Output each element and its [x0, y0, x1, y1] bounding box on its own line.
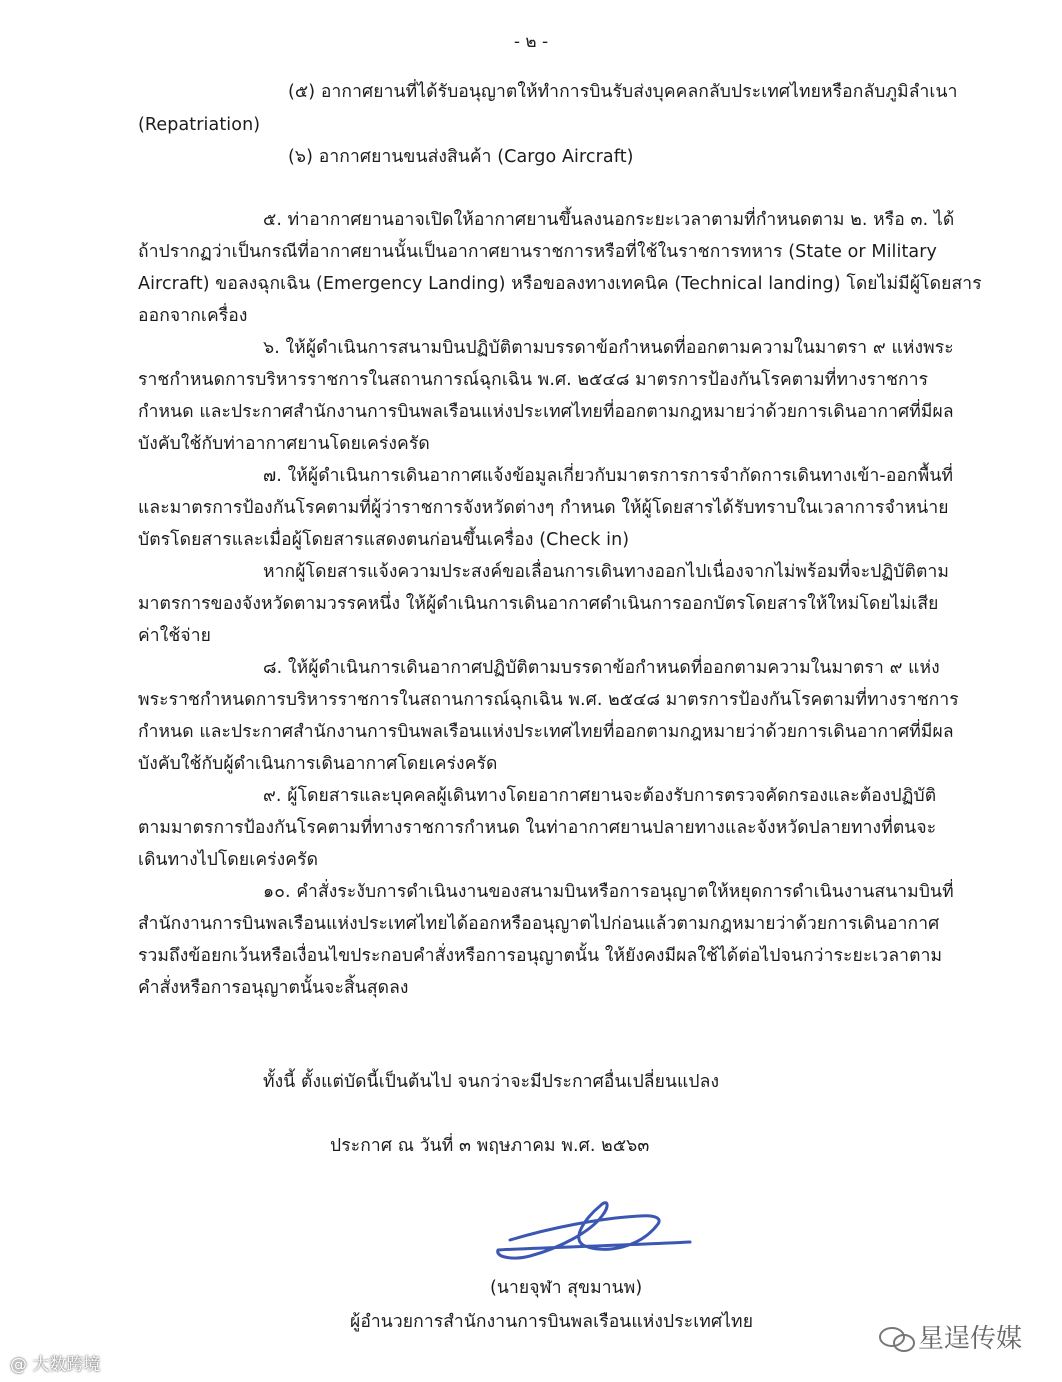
section-8-line-4: บังคับใช้กับผู้ดำเนินการเดินอากาศโดยเคร่งครัด	[138, 754, 498, 774]
item-6-line-1: (๖) อากาศยานขนส่งสินค้า (Cargo Aircraft)	[288, 147, 634, 167]
section-8-line-3: กำหนด และประกาศสำนักงานการบินพลเรือนแห่งประเทศไทยที่ออกตามกฎหมายว่าด้วยการเดินอากาศที่มีผล	[138, 722, 954, 742]
page-number: - ๒ -	[513, 32, 549, 52]
section-10-line-4: คำสั่งหรือการอนุญาตนั้นจะสิ้นสุดลง	[138, 978, 409, 998]
section-8-line-2: พระราชกำหนดการบริหารราชการในสถานการณ์ฉุกเฉิน พ.ศ. ๒๕๔๘ มาตรการป้องกันโรคตามที่ทางราชการ	[138, 690, 959, 710]
section-6-line-2: ราชกำหนดการบริหารราชการในสถานการณ์ฉุกเฉิน พ.ศ. ๒๕๔๘ มาตรการป้องกันโรคตามที่ทางราชการ	[138, 370, 929, 390]
section-10-line-2: สำนักงานการบินพลเรือนแห่งประเทศไทยได้ออกหรืออนุญาตไปก่อนแล้วตามกฎหมายว่าด้วยการเดินอากาศ	[138, 914, 940, 934]
item-5-line-1: (๕) อากาศยานที่ได้รับอนุญาตให้ทำการบินรับส่งบุคคลกลับประเทศไทยหรือกลับภูมิลำเนา	[288, 82, 958, 102]
signature	[490, 1188, 700, 1268]
section-9-line-1: ๙. ผู้โดยสารและบุคคลผู้เดินทางโดยอากาศยานจะต้องรับการตรวจคัดกรองและต้องปฏิบัติ	[263, 786, 937, 806]
section-5-line-1: ๕. ท่าอากาศยานอาจเปิดให้อากาศยานขึ้นลงนอกระยะเวลาตามที่กำหนดตาม ๒. หรือ ๓. ได้	[263, 210, 955, 230]
section-10-line-3: รวมถึงข้อยกเว้นหรือเงื่อนไขประกอบคำสั่งหรือการอนุญาตนั้น ให้ยังคงมีผลใช้ได้ต่อไปจนกว่าระยะเวลาตาม	[138, 946, 943, 966]
item-5-line-2: (Repatriation)	[138, 115, 261, 135]
section-6-line-4: บังคับใช้กับท่าอากาศยานโดยเคร่งครัด	[138, 434, 430, 454]
section-6-line-3: กำหนด และประกาศสำนักงานการบินพลเรือนแห่งประเทศไทยที่ออกตามกฎหมายว่าด้วยการเดินอากาศที่มีผล	[138, 402, 954, 422]
effective-statement: ทั้งนี้ ตั้งแต่บัดนี้เป็นต้นไป จนกว่าจะมีประกาศอื่นเปลี่ยนแปลง	[263, 1072, 720, 1092]
section-5-line-3: Aircraft) ขอลงฉุกเฉิน (Emergency Landing) หรือขอลงทางเทคนิค (Technical landing) โดยไม่มีผู้โดยสาร	[138, 274, 982, 294]
section-5-line-4: ออกจากเครื่อง	[138, 306, 248, 326]
section-9-line-3: เดินทางไปโดยเคร่งครัด	[138, 850, 319, 870]
signatory-name: (นายจุฬา สุขมานพ)	[490, 1278, 643, 1298]
wechat-icon	[878, 1325, 918, 1355]
section-7-line-1: ๗. ให้ผู้ดำเนินการเดินอากาศแจ้งข้อมูลเกี่ยวกับมาตรการการจำกัดการเดินทางเข้า-ออกพื้นที่	[263, 466, 954, 486]
section-9-line-2: ตามมาตรการป้องกันโรคตามที่ทางราชการกำหนด ในท่าอากาศยานปลายทางและจังหวัดปลายทางที่ตนจะ	[138, 818, 937, 838]
section-7b-line-1: หากผู้โดยสารแจ้งความประสงค์ขอเลื่อนการเดินทางออกไปเนื่องจากไม่พร้อมที่จะปฏิบัติตาม	[263, 562, 950, 582]
section-5-line-2: ถ้าปรากฏว่าเป็นกรณีที่อากาศยานนั้นเป็นอากาศยานราชการหรือที่ใช้ในราชการทหาร (State or Military	[138, 242, 937, 262]
watermark-right: 星逞传媒	[918, 1324, 1023, 1354]
section-7-line-3: บัตรโดยสารและเมื่อผู้โดยสารแสดงตนก่อนขึ้นเครื่อง (Check in)	[138, 530, 630, 550]
section-6-line-1: ๖. ให้ผู้ดำเนินการสนามบินปฏิบัติตามบรรดาข้อกำหนดที่ออกตามความในมาตรา ๙ แห่งพระ	[263, 338, 954, 358]
watermark-left: @ 大数跨境	[10, 1355, 101, 1375]
section-8-line-1: ๘. ให้ผู้ดำเนินการเดินอากาศปฏิบัติตามบรรดาข้อกำหนดที่ออกตามความในมาตรา ๙ แห่ง	[263, 658, 940, 678]
section-7b-line-3: ค่าใช้จ่าย	[138, 626, 211, 646]
section-7-line-2: และมาตรการป้องกันโรคตามที่ผู้ว่าราชการจังหวัดต่างๆ กำหนด ให้ผู้โดยสารได้รับทราบในเวลาการจำหน่าย	[138, 498, 949, 518]
section-10-line-1: ๑๐. คำสั่งระงับการดำเนินงานของสนามบินหรือการอนุญาตให้หยุดการดำเนินงานสนามบินที่	[263, 882, 954, 902]
announcement-date: ประกาศ ณ วันที่ ๓ พฤษภาคม พ.ศ. ๒๕๖๓	[330, 1136, 650, 1156]
section-7b-line-2: มาตรการของจังหวัดตามวรรคหนึ่ง ให้ผู้ดำเนินการเดินอากาศดำเนินการออกบัตรโดยสารให้ใหม่โดยไม่เสีย	[138, 594, 939, 614]
signatory-position: ผู้อำนวยการสำนักงานการบินพลเรือนแห่งประเทศไทย	[350, 1312, 754, 1332]
